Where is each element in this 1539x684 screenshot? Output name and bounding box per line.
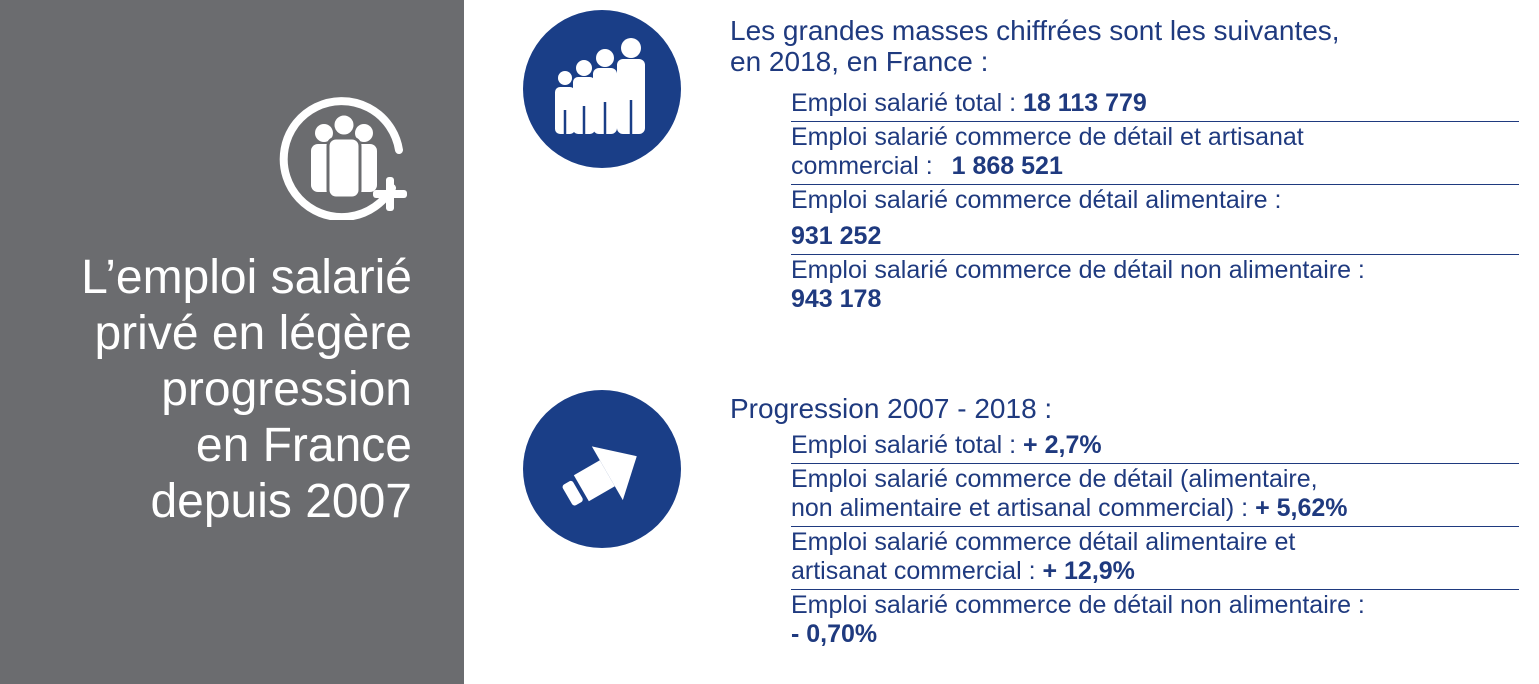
title-line: progression: [161, 363, 412, 416]
heading-line: en 2018, en France :: [730, 46, 989, 77]
stat-item: [791, 255, 1519, 317]
stat-label: Emploi salarié commerce de détail non alimentaire :: [791, 256, 1365, 284]
stat-item: [791, 88, 1519, 122]
left-panel: [0, 0, 464, 684]
stat-label: Emploi salarié commerce détail alimentaire :: [791, 186, 1282, 214]
people-group-icon: [523, 10, 681, 168]
stat-item: [791, 464, 1519, 527]
stat-value: 931 252: [791, 222, 882, 250]
stat-label: Emploi salarié commerce de détail et artisanat: [791, 123, 1304, 151]
stat-value: - 0,70%: [791, 620, 878, 648]
stat-label: Emploi salarié total :: [791, 89, 1024, 117]
section-heading-progression: [730, 393, 1520, 424]
section-heading-masses: [730, 15, 1520, 77]
stats-list-2018: [791, 88, 1519, 317]
title-line: en France: [195, 419, 412, 472]
stat-label: Emploi salarié commerce de détail (alimentaire,: [791, 465, 1318, 493]
stat-value: 943 178: [791, 285, 882, 313]
title-line: L’emploi salarié: [81, 251, 412, 304]
stat-item: [791, 590, 1519, 652]
stat-item: [791, 527, 1519, 590]
stat-label: artisanat commercial :: [791, 557, 1043, 585]
stat-label: Emploi salarié total :: [791, 431, 1024, 459]
heading-line: Les grandes masses chiffrées sont les suivantes,: [730, 15, 1340, 46]
stat-item: [791, 122, 1519, 185]
stat-value: 1 868 521: [951, 152, 1063, 180]
stat-item: [791, 430, 1519, 464]
stat-value: 18 113 779: [1023, 89, 1147, 117]
people-plus-icon: [277, 95, 412, 220]
stat-value: + 5,62%: [1255, 494, 1348, 522]
title-line: depuis 2007: [150, 475, 412, 528]
stat-label: Emploi salarié commerce de détail non alimentaire :: [791, 591, 1365, 619]
title-line: privé en légère: [94, 307, 412, 360]
stat-value: + 2,7%: [1023, 431, 1102, 459]
heading-line: Progression 2007 - 2018 :: [730, 393, 1053, 424]
stat-label: non alimentaire et artisanal commercial) :: [791, 494, 1256, 522]
stats-list-progression: [791, 430, 1519, 652]
page-title: [0, 250, 412, 530]
stat-label: commercial :: [791, 152, 940, 180]
stat-value: + 12,9%: [1042, 557, 1135, 585]
stat-item: [791, 185, 1519, 255]
arrow-up-right-icon: [523, 390, 681, 548]
stat-label: Emploi salarié commerce détail alimentaire et: [791, 528, 1296, 556]
